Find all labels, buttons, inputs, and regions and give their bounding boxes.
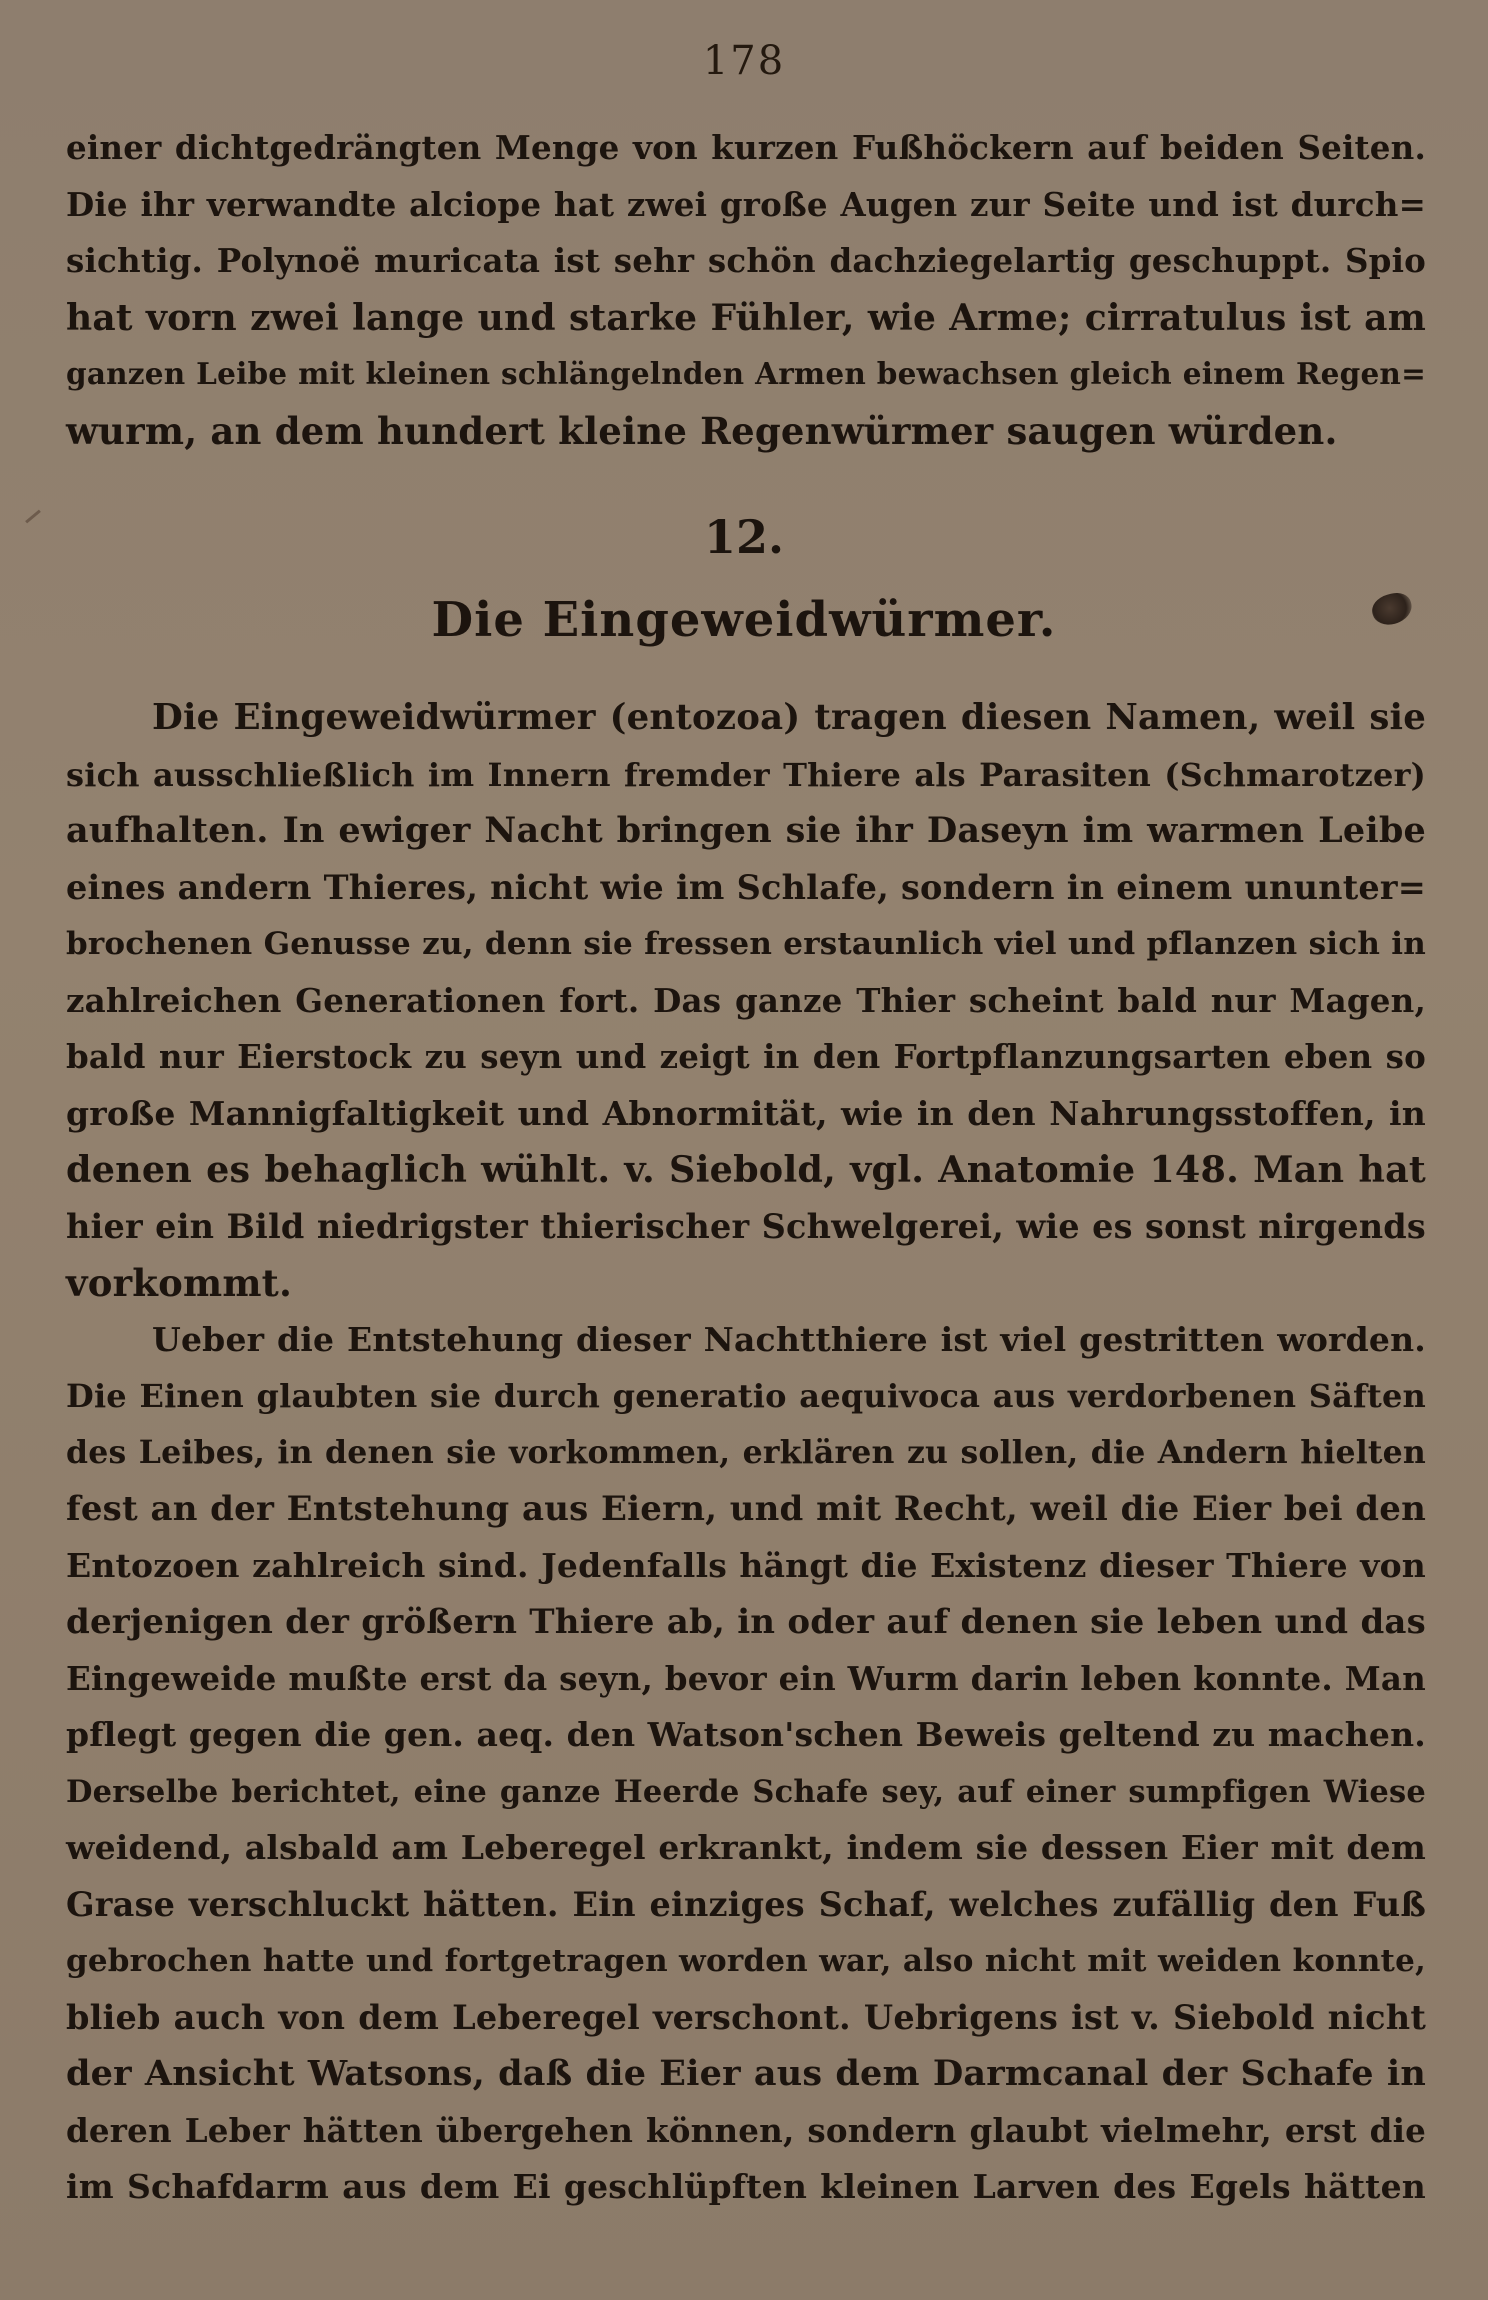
text-line: hat vorn zwei lange und starke Fühler, wie Arme; cirratulus ist am	[66, 296, 1426, 339]
text-line: sichtig. Polynoë muricata ist sehr schön dachziegelartig geschuppt. Spio	[66, 241, 1426, 280]
text-line: vorkommt.	[66, 1261, 293, 1305]
text-line: zahlreichen Generationen fort. Das ganze Thier scheint bald nur Magen,	[66, 980, 1426, 1020]
text-line: einer dichtgedrängten Menge von kurzen Fußhöckern auf beiden Seiten.	[66, 128, 1426, 167]
body-text	[66, 690, 1426, 2216]
text-line: Entozoen zahlreich sind. Jedenfalls hängt die Existenz dieser Thiere von	[66, 1545, 1426, 1585]
text-line: fest an der Entstehung aus Eiern, und mit Recht, weil die Eier bei den	[66, 1489, 1426, 1529]
text-line: große Mannigfaltigkeit und Abnormität, wie in den Nahrungsstoffen, in	[66, 1093, 1426, 1133]
text-line: Eingeweide mußte erst da seyn, bevor ein Wurm darin leben konnte. Man	[66, 1658, 1426, 1698]
text-line: weidend, alsbald am Leberegel erkrankt, indem sie dessen Eier mit dem	[66, 1828, 1426, 1867]
page-number: 178	[702, 38, 786, 84]
text-line: aufhalten. In ewiger Nacht bringen sie ihr Daseyn im warmen Leibe	[66, 810, 1426, 851]
text-line: der Ansicht Watsons, daß die Eier aus dem Darmcanal der Schafe in	[66, 2053, 1426, 2094]
intro-text	[66, 120, 1426, 459]
text-line: blieb auch von dem Leberegel verschont. Uebrigens ist v. Siebold nicht	[66, 1997, 1426, 2037]
text-line: Derselbe berichtet, eine ganze Heerde Schafe sey, auf einer sumpfigen Wiese	[66, 1773, 1426, 1810]
text-line: Die Einen glaubten sie durch generatio aequivoca aus verdorbenen Säften	[66, 1377, 1426, 1415]
section-title: Die Eingeweidwürmer.	[431, 592, 1057, 648]
text-line: gebrochen hatte und fortgetragen worden war, also nicht mit weiden konnte,	[66, 1943, 1426, 1979]
text-line: Die ihr verwandte alciope hat zwei große Augen zur Seite und ist durch=	[66, 184, 1426, 224]
text-line: deren Leber hätten übergehen können, sondern glaubt vielmehr, erst die	[66, 2110, 1426, 2150]
text-line: brochenen Genusse zu, denn sie fressen erstaunlich viel und pflanzen sich in	[66, 926, 1426, 962]
text-line: des Leibes, in denen sie vorkommen, erklären zu sollen, die Andern hielten	[66, 1433, 1426, 1471]
text-line: Grase verschluckt hätten. Ein einziges Schaf, welches zufällig den Fuß	[66, 1884, 1426, 1924]
text-line: Ueber die Entstehung dieser Nachtthiere ist viel gestritten worden.	[152, 1319, 1426, 1359]
text-line: bald nur Eierstock zu seyn und zeigt in den Fortpflanzungsarten eben so	[66, 1037, 1426, 1076]
text-line: derjenigen der größern Thiere ab, in oder auf denen sie leben und das	[66, 1602, 1426, 1642]
text-line: denen es behaglich wühlt. v. Siebold, vgl. Anatomie 148. Man hat	[66, 1148, 1426, 1191]
text-line: sich ausschließlich im Innern fremder Thiere als Parasiten (Schmarotzer)	[66, 755, 1426, 794]
text-line: eines andern Thieres, nicht wie im Schlafe, sondern in einem ununter=	[66, 867, 1426, 907]
text-line: Die Eingeweidwürmer (entozoa) tragen diesen Namen, weil sie	[152, 697, 1426, 738]
text-line: pflegt gegen die gen. aeq. den Watson'schen Beweis geltend zu machen.	[66, 1715, 1426, 1754]
text-line: wurm, an dem hundert kleine Regenwürmer saugen würden.	[66, 408, 1338, 453]
text-line: im Schafdarm aus dem Ei geschlüpften kleinen Larven des Egels hätten	[66, 2167, 1426, 2206]
text-line: ganzen Leibe mit kleinen schlängelnden Armen bewachsen gleich einem Regen=	[66, 356, 1426, 391]
section-number: 12.	[703, 510, 785, 564]
text-line: hier ein Bild niedrigster thierischer Schwelgerei, wie es sonst nirgends	[66, 1206, 1426, 1246]
